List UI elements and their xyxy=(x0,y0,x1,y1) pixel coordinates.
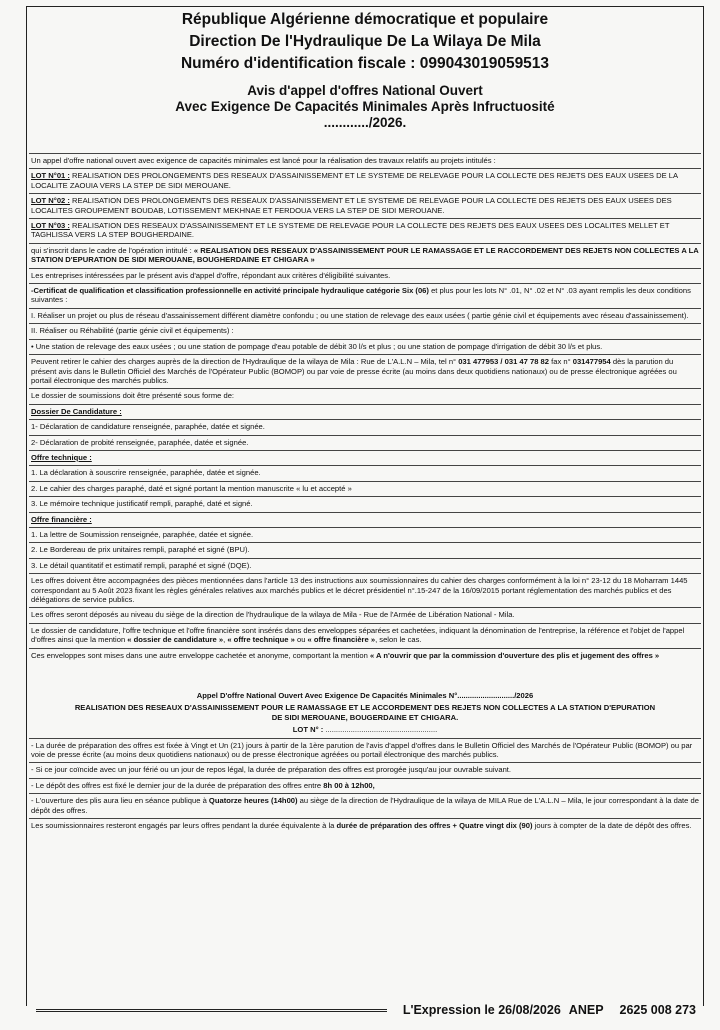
divider xyxy=(29,481,701,482)
divider xyxy=(29,404,701,405)
divider xyxy=(29,738,701,739)
divider xyxy=(29,527,701,528)
financiere-item: 3. Le détail quantitatif et estimatif rempli, paraphé et signé (DQE). xyxy=(31,560,252,570)
duration-text: - La durée de préparation des offres est fixée à Vingt et Un (21) jours à partir de la 1ère parution de l'avis d'appel d'offres dans le Bulletin Officiel des Marchés de l'Opérateur Public (BOMOP) ou par voie de presse écrite (au moins deux quotidiens nationaux) ou de presse électronique agréées ou portail électronique des marchés publics. xyxy=(31,740,693,760)
divider xyxy=(29,283,701,284)
financiere-title: Offre financière : xyxy=(31,514,92,524)
divider xyxy=(29,268,701,269)
candidature-item: 1- Déclaration de candidature renseignée, paraphée, datée et signée. xyxy=(31,422,265,432)
divider xyxy=(29,419,701,420)
technique-item: 1. La déclaration à souscrire renseignée, paraphée, datée et signée. xyxy=(31,468,261,478)
notice-frame xyxy=(26,6,704,1006)
operation-text: qui s'inscrit dans le cadre de l'opération intitulé : « REALISATION DES RESEAUX D'ASSAINISSEMENT POUR LE RAMASSAGE ET LE RACCORDEMENT DES REJETS NON COLLECTES A LA STATION D'EPURATION DE SIDI MEROUANE, BOUGHERDAINE ET CHIGARA » xyxy=(31,245,699,265)
block-lot: LOT N° : ..................................................... xyxy=(292,725,438,735)
opening-text: - L'ouverture des plis aura lieu en séance publique à Quatorze heures (14h00) au siège de la direction de l'Hydraulique de la wilaya de MILA Rue de L'A.L.N – Mila, le jour correspondant à la date de dépôt des offres. xyxy=(31,796,699,815)
lot-1: LOT N°01 : REALISATION DES PROLONGEMENTS DES RESEAUX D'ASSAINISSEMENT ET LE SYSTEME DE RELEVAGE POUR LA COLLECTE DES REJETS DES EAUX USEES DE LA LOCALITE ZAOUIA VERS LA STEP DE SIDI MEROUANE. xyxy=(31,171,678,190)
divider xyxy=(29,193,701,194)
notice-title: Avis d'appel d'offres National Ouvert xyxy=(247,83,483,98)
tax-id: Numéro d'identification fiscale : 099043019059513 xyxy=(180,55,550,72)
divider xyxy=(29,512,701,513)
divider xyxy=(29,762,701,763)
validity-text: Les soumissionnaires resteront engagés par leurs offres pendant la durée équivalente à la durée de préparation des offres + Quatre vingt dix (90) jours à compter de la date de dépôt des offres. xyxy=(31,821,692,831)
condition-3: • Une station de relevage des eaux usées ; ou une station de pompage d'eau potable de débit 30 l/s et plus ; ou une station de pompage d'irrigation de débit 30 l/s et plus. xyxy=(31,341,603,351)
divider xyxy=(29,243,701,244)
divider xyxy=(29,153,701,154)
notice-subtitle: Avec Exigence De Capacités Minimales Après Infructuosité xyxy=(175,99,555,114)
divider xyxy=(29,558,701,559)
direction-title: Direction De l'Hydraulique De La Wilaya De Mila xyxy=(189,33,541,50)
divider xyxy=(29,308,701,309)
offers-text: Les offres doivent être accompagnées des pièces mentionnées dans l'article 13 des instructions aux soumissionnaires du cahier des charges conformément à la loi n° 23-12 du 18 Moharram 1445 correspondant au 5 Août 2023 fixant les règles générales relatives aux marchés publics et le décret présidentiel n°.15-247 de la 16/09/2015 portant réglementation des marchés publics et des délégations de service publics. xyxy=(31,576,688,604)
notice-body xyxy=(29,152,701,834)
notice-header xyxy=(27,10,703,131)
divider xyxy=(29,648,701,649)
divider xyxy=(29,388,701,389)
divider xyxy=(29,778,701,779)
lot-3: LOT N°03 : REALISATION DES RESEAUX D'ASSAINISSEMENT ET LE SYSTEME DE RELEVAGE POUR LA COLLECTE DES REJETS DES EAUX USEES DES LOCALITES MELLET ET TAGHLISSA VERS LA STEP BOUGHERDAINE. xyxy=(31,221,670,240)
financiere-item: 2. Le Bordereau de prix unitaires rempli, paraphé et signé (BPU). xyxy=(31,545,250,555)
divider xyxy=(29,218,701,219)
divider xyxy=(29,573,701,574)
republic-title: République Algérienne démocratique et populaire xyxy=(181,11,549,28)
block-title: Appel D'offre National Ouvert Avec Exigence De Capacités Minimales N°.........................../2026 xyxy=(196,691,534,701)
eligibility-text: Les entreprises intéressées par le présent avis d'appel d'offre, répondant aux critères d'éligibilité suivantes. xyxy=(31,270,391,280)
footer-source: L'Expression le 26/08/2026 xyxy=(402,1003,561,1017)
divider xyxy=(29,450,701,451)
divider xyxy=(29,496,701,497)
financiere-item: 1. La lettre de Soumission renseignée, paraphée, datée et signée. xyxy=(31,529,254,539)
intro-text: Un appel d'offre national ouvert avec exigence de capacités minimales est lancé pour la réalisation des travaux relatifs au projets intitulés : xyxy=(31,156,496,165)
deposit-location-text: Les offres seront déposés au niveau du siège de la direction de l'hydraulique de la wilaya de Mila - Rue de l'Armée de Libération National - Mila. xyxy=(31,610,515,620)
divider xyxy=(29,623,701,624)
technique-item: 3. Le mémoire technique justificatif rempli, paraphé, daté et signé. xyxy=(31,499,253,509)
technique-item: 2. Le cahier des charges paraphé, daté et signé portant la mention manuscrite « lu et accepté » xyxy=(31,483,352,493)
block-project: REALISATION DES RESEAUX D'ASSAINISSEMENT POUR LE RAMASSAGE ET LE ACCORDEMENT DES REJETS NON COLLECTES A LA STATION D'EPURATION DE SIDI MEROUANE, BOUGERDAINE ET CHIGARA. xyxy=(74,703,656,722)
condition-1: I. Réaliser un projet ou plus de réseau d'assainissement différent diamètre confondu ; ou une station de relevage des eaux usées ( partie génie civil et équipements avec réseau d'assainissement). xyxy=(31,310,689,320)
divider xyxy=(29,465,701,466)
divider xyxy=(29,168,701,169)
deposit-time-text: - Le dépôt des offres est fixé le dernier jour de la durée de préparation des offres entre 8h 00 à 12h00, xyxy=(31,780,375,790)
lot-2: LOT N°02 : REALISATION DES PROLONGEMENTS DES RESEAUX D'ASSAINISSEMENT ET LE SYSTEME DE RELEVAGE POUR LA COLLECTE DES REJETS DES EAUX USEES DES LOCALITES GROUPEMENT BOUDAB, LOTISSEMENT MEKHNAE ET FERDOUA VERS LA STEP DE SIDI MEROUANE. xyxy=(31,196,672,215)
footer xyxy=(0,1003,720,1017)
certificate-text: -Certificat de qualification et classification professionnelle en activité principale hydraulique catégorie Six (06) et plus pour les lots N° .01, N° .02 et N° .03 ayant remplis les deux conditions suivantes : xyxy=(31,286,691,305)
anonymous-envelope-text: Ces enveloppes sont mises dans une autre enveloppe cachetée et anonyme, comportant la mention « A n'ouvrir que par la commission d'ouverture des plis et jugement des offres » xyxy=(31,650,660,660)
footer-agency: ANEP xyxy=(568,1003,604,1017)
candidature-title: Dossier De Candidature : xyxy=(31,406,122,416)
divider xyxy=(29,542,701,543)
divider xyxy=(29,818,701,819)
footer-reference: 2625 008 273 xyxy=(619,1003,696,1017)
divider xyxy=(29,607,701,608)
candidature-item: 2- Déclaration de probité renseignée, paraphée, datée et signée. xyxy=(31,437,249,447)
dossier-intro: Le dossier de soumissions doit être présenté sous forme de: xyxy=(31,391,235,401)
divider xyxy=(29,354,701,355)
divider xyxy=(29,793,701,794)
retrieval-text: Peuvent retirer le cahier des charges auprès de la direction de l'Hydraulique de la wilaya de Mila : Rue de L'A.L.N – Mila, tel n° 031 477953 / 031 47 78 82 fax n° 031477954 dès la parution du présent avis dans le Bulletin Officiel des Marchés de l'Opérateur Public (BOMOP) ou par voie de presse écrite (au moins dans deux quotidiens nationaux) ou de presse électronique agréées ou portail électronique des marchés publics. xyxy=(31,357,677,385)
envelopes-text: Le dossier de candidature, l'offre technique et l'offre financière sont insérés dans des enveloppes séparées et cachetées, indiquant la dénomination de l'entreprise, la référence et l'objet de l'appel d'offres ainsi que la mention « dossier de candidature », « offre technique » ou « offre financière », selon le cas. xyxy=(31,625,685,645)
notice-number: ............/2026. xyxy=(323,115,407,130)
divider xyxy=(29,435,701,436)
technique-title: Offre technique : xyxy=(31,452,92,462)
divider xyxy=(29,339,701,340)
divider xyxy=(29,323,701,324)
footer-rule xyxy=(36,1009,387,1012)
condition-2: II. Réaliser ou Réhabilité (partie génie civil et équipements) : xyxy=(31,326,234,336)
holiday-text: - Si ce jour coïncide avec un jour férié ou un jour de repos légal, la durée de préparation des offres est prorogée jusqu'au jour ouvrable suivant. xyxy=(31,765,512,775)
